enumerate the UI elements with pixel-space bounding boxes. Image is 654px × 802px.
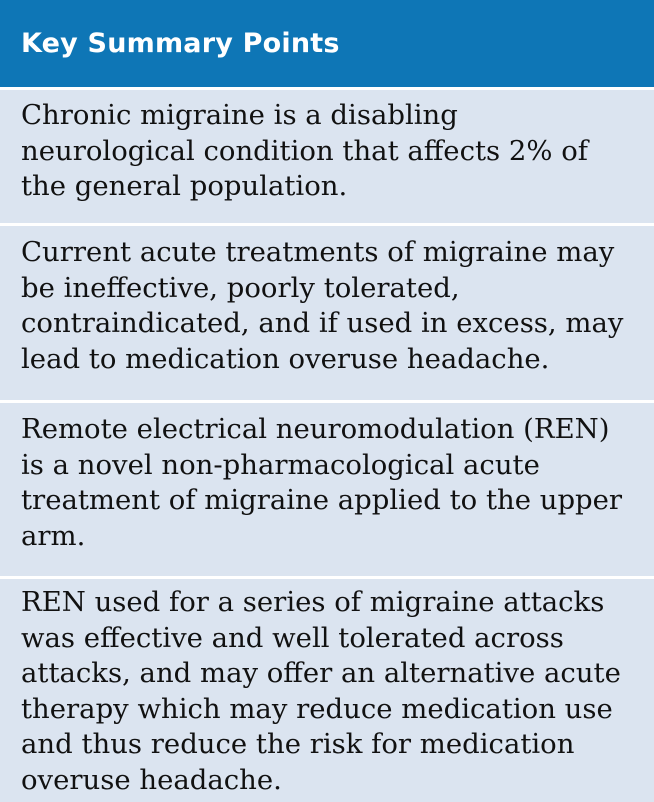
summary-point-4: REN used for a series of migraine attacks was effective and well tolerated across attacks, and may offer an alternative acute therapy which may reduce medication use and thus reduce the risk for medication overuse headache.: [21, 586, 621, 796]
summary-header: [0, 0, 654, 90]
summary-point-3: Remote electrical neuromodulation (REN) is a novel non-pharmacological acute treatment of migraine applied to the upper arm.: [0, 403, 654, 579]
summary-title: Key Summary Points: [21, 28, 340, 59]
summary-point-2: Current acute treatments of migraine may be ineffective, poorly tolerated, contraindicated, and if used in excess, may lead to medication overuse headache.: [0, 226, 654, 403]
summary-point-1: Chronic migraine is a disabling neurological condition that affects 2% of the general population.: [0, 90, 654, 226]
